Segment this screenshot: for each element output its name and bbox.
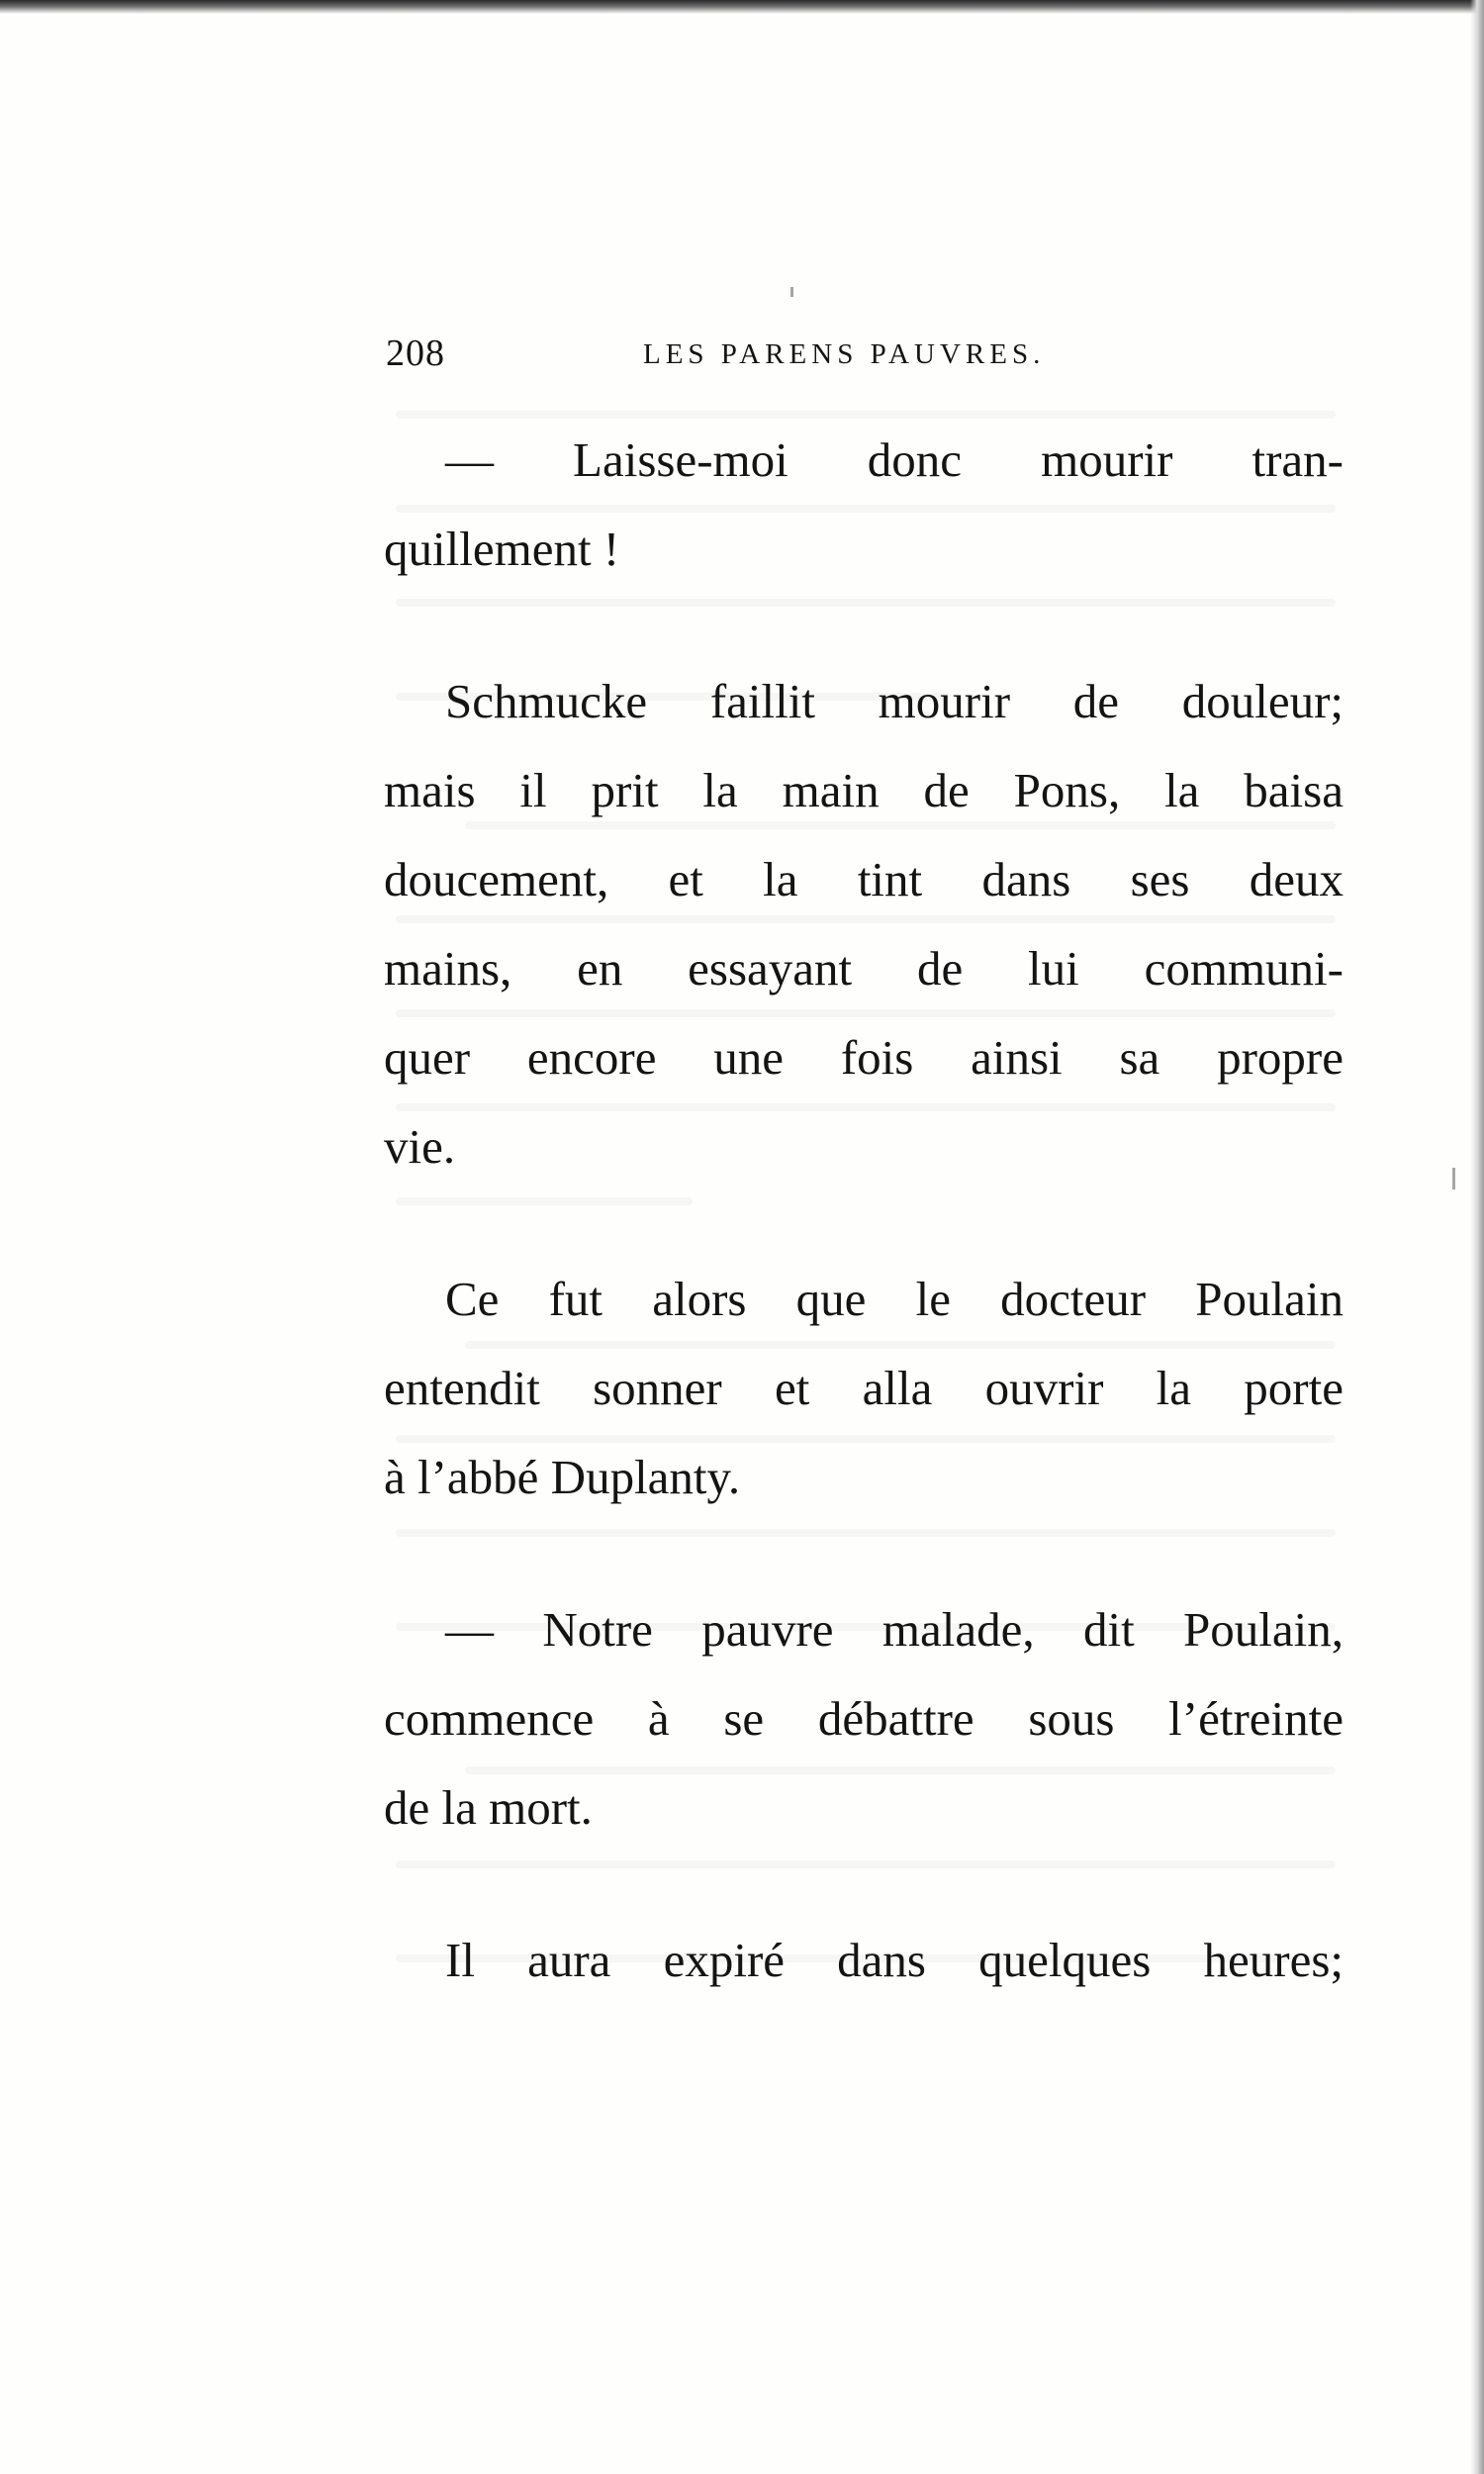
text-line: quillement ! — [384, 522, 620, 576]
running-head: LES PARENS PAUVRES. — [643, 338, 1046, 370]
scan-edge-top — [0, 0, 1484, 14]
stray-mark — [1452, 1168, 1455, 1189]
text-line: mains, en essayant de lui communi- — [384, 941, 1344, 996]
paragraph — [384, 416, 1344, 594]
text-line: Ce fut alors que le docteur Poulain — [445, 1272, 1344, 1326]
page-number: 208 — [386, 333, 445, 374]
text-line: doucement, et la tint dans ses deux — [384, 852, 1344, 906]
stray-mark — [790, 287, 793, 297]
text-line: vie. — [384, 1119, 456, 1174]
paragraph — [384, 1255, 1344, 1522]
text-line: entendit sonner et alla ouvrir la porte — [384, 1361, 1344, 1415]
text-line: — Notre pauvre malade, dit Poulain, — [445, 1602, 1344, 1657]
text-line: mais il prit la main de Pons, la baisa — [384, 763, 1344, 817]
text-line: à l’abbé Duplanty. — [384, 1450, 741, 1504]
text-line: Schmucke faillit mourir de douleur; — [445, 674, 1344, 728]
text-line: quer encore une fois ainsi sa propre — [384, 1030, 1344, 1085]
page-header — [386, 332, 1350, 381]
scan-edge-right — [1470, 0, 1484, 2474]
body-text — [384, 416, 1344, 2005]
paragraph — [384, 1916, 1344, 2005]
text-line: — Laisse-moi donc mourir tran- — [445, 432, 1344, 487]
paragraph — [384, 657, 1344, 1191]
text-line: Il aura expiré dans quelques heures; — [445, 1933, 1344, 1987]
paragraph — [384, 1585, 1344, 1853]
text-line: de la mort. — [384, 1780, 593, 1835]
text-line: commence à se débattre sous l’étreinte — [384, 1691, 1344, 1746]
